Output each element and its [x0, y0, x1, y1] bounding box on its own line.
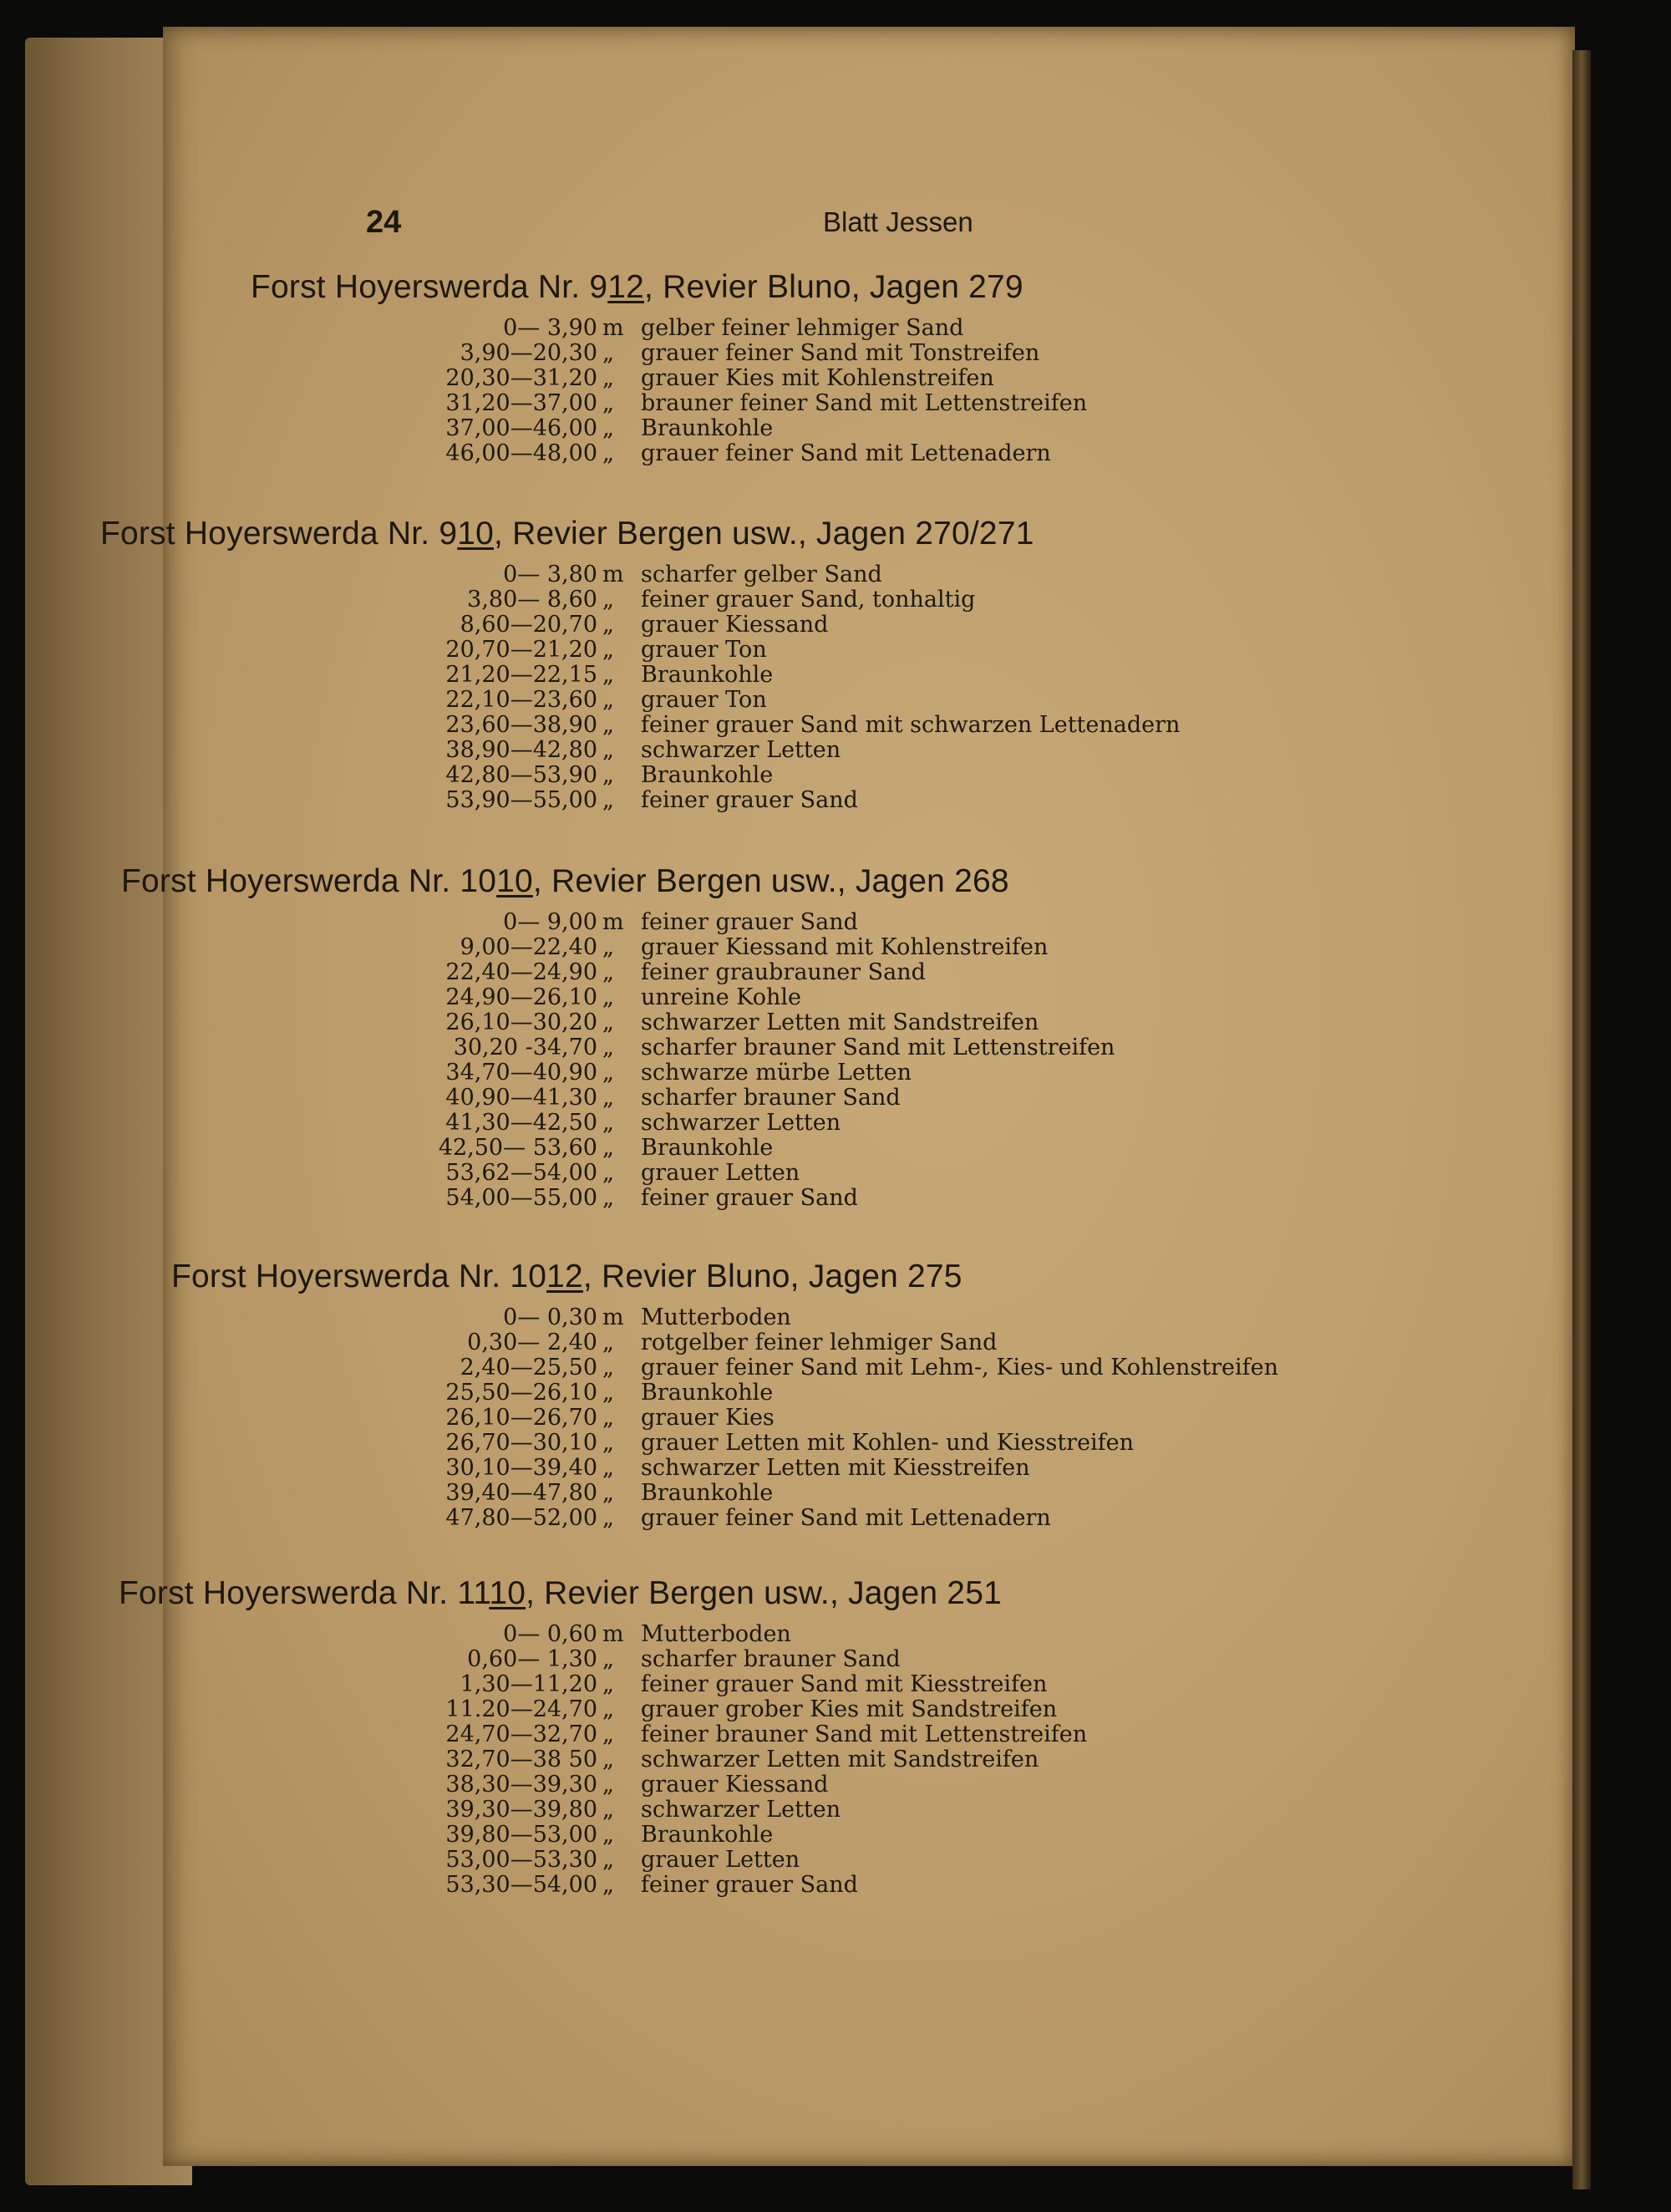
depth-range: 53,90—55,00	[445, 787, 597, 813]
layer-description: schwarzer Letten mit Kiesstreifen	[641, 1455, 1030, 1481]
layer-description: unreine Kohle	[641, 984, 801, 1010]
depth-range: 53,00—53,30	[445, 1847, 597, 1873]
depth-unit: „	[602, 1380, 614, 1406]
layer-row	[251, 663, 1180, 688]
depth-range: 26,10—30,20	[445, 1009, 597, 1035]
layer-row	[251, 1035, 1115, 1060]
title-post: , Revier Bergen usw., Jagen 268	[532, 863, 1009, 899]
layer-description: grauer Kies mit Kohlenstreifen	[641, 365, 994, 391]
layer-description: Braunkohle	[641, 1480, 774, 1506]
layer-row	[251, 1406, 1278, 1431]
layer-row	[251, 1060, 1115, 1086]
depth-range: 53,62—54,00	[445, 1160, 597, 1186]
depth-unit: „	[602, 1505, 614, 1531]
depth-unit: „	[602, 1721, 614, 1747]
layer-row	[251, 1136, 1115, 1161]
layer-description: grauer feiner Sand mit Lettenadern	[641, 1505, 1051, 1531]
depth-unit: „	[602, 1747, 614, 1772]
depth-range: 30,20 -34,70	[453, 1035, 597, 1060]
depth-unit: „	[602, 340, 614, 366]
depth-range: 41,30—42,50	[445, 1110, 597, 1136]
borehole-section	[100, 516, 1181, 813]
depth-unit: „	[602, 984, 614, 1010]
depth-unit: „	[602, 587, 614, 613]
layer-row	[251, 1330, 1278, 1355]
depth-unit: „	[602, 1872, 614, 1898]
layer-description: Braunkohle	[641, 1822, 774, 1848]
layer-description: feiner grauer Sand, tonhaltig	[641, 587, 976, 613]
layer-description: schwarze mürbe Letten	[641, 1060, 912, 1086]
layer-row	[251, 1481, 1278, 1506]
layer-description: grauer Letten	[641, 1160, 800, 1186]
depth-unit: „	[602, 1135, 614, 1161]
depth-range: 20,30—31,20	[445, 365, 597, 391]
layer-row	[251, 688, 1180, 713]
title-pre: Forst Hoyerswerda Nr. 10	[171, 1259, 547, 1294]
layer-description: schwarzer Letten mit Sandstreifen	[641, 1009, 1039, 1035]
layer-row	[251, 1672, 1087, 1697]
layer-description: Braunkohle	[641, 662, 774, 688]
depth-unit: „	[602, 1847, 614, 1873]
depth-unit: „	[602, 787, 614, 813]
layer-row	[251, 391, 1087, 416]
depth-unit: „	[602, 737, 614, 763]
depth-unit: „	[602, 1772, 614, 1798]
depth-unit: „	[602, 687, 614, 713]
layer-row	[251, 738, 1180, 763]
depth-range: 11.20—24,70	[445, 1696, 597, 1722]
depth-range: 22,10—23,60	[445, 687, 597, 713]
depth-range: 32,70—38 50	[445, 1747, 597, 1772]
depth-unit: „	[602, 1646, 614, 1672]
depth-range: 22,40—24,90	[445, 959, 597, 985]
layer-description: grauer Letten mit Kohlen- und Kiesstreifen	[641, 1430, 1135, 1456]
layer-row	[251, 1305, 1278, 1330]
layer-row	[251, 910, 1115, 935]
depth-range: 9,00—22,40	[460, 934, 597, 960]
title-pre: Forst Hoyerswerda Nr. 9	[251, 269, 608, 305]
depth-unit: „	[602, 390, 614, 416]
layer-description: feiner grauer Sand mit Kiesstreifen	[641, 1671, 1048, 1697]
layer-row	[251, 613, 1180, 638]
layer-row	[251, 1848, 1087, 1873]
section-title	[251, 269, 1087, 306]
layer-row	[251, 638, 1180, 663]
title-fraction: 12	[607, 269, 645, 305]
depth-unit: „	[602, 1430, 614, 1456]
title-fraction: 10	[489, 1575, 526, 1611]
layer-row	[251, 562, 1180, 587]
depth-range: 34,70—40,90	[445, 1060, 597, 1086]
layer-description: feiner grauer Sand	[641, 909, 858, 935]
depth-unit: „	[602, 612, 614, 638]
layer-description: scharfer gelber Sand	[641, 562, 882, 587]
layer-row	[251, 1506, 1278, 1531]
layer-description: grauer Letten	[641, 1847, 800, 1873]
section-title	[171, 1259, 1278, 1295]
layer-description: grauer feiner Sand mit Lettenadern	[641, 440, 1051, 466]
depth-unit: „	[602, 934, 614, 960]
running-head	[0, 205, 1671, 247]
section-title	[121, 863, 1115, 900]
title-post: , Revier Bluno, Jagen 275	[582, 1259, 962, 1294]
layer-row	[251, 1431, 1278, 1456]
depth-range: 37,00—46,00	[445, 415, 597, 441]
layer-description: grauer grober Kies mit Sandstreifen	[641, 1696, 1058, 1722]
layer-description: grauer Kiessand	[641, 1772, 829, 1798]
layer-description: rotgelber feiner lehmiger Sand	[641, 1330, 998, 1355]
layer-row	[251, 587, 1180, 613]
depth-range: 2,40—25,50	[460, 1355, 597, 1381]
layer-row	[251, 1086, 1115, 1111]
depth-unit: „	[602, 637, 614, 663]
depth-range: 0,30— 2,40	[467, 1330, 597, 1355]
depth-unit: „	[602, 1355, 614, 1381]
title-fraction: 10	[457, 516, 495, 552]
title-pre: Forst Hoyerswerda Nr. 9	[100, 516, 458, 552]
depth-range: 54,00—55,00	[445, 1185, 597, 1211]
layer-description: grauer Kiessand mit Kohlenstreifen	[641, 934, 1049, 960]
depth-range: 39,30—39,80	[445, 1797, 597, 1823]
layer-row	[251, 935, 1115, 960]
layer-row	[251, 1456, 1278, 1481]
layer-description: Mutterboden	[641, 1304, 791, 1330]
depth-range: 47,80—52,00	[445, 1505, 597, 1531]
title-post: , Revier Bergen usw., Jagen 270/271	[494, 516, 1034, 552]
depth-unit: „	[602, 1330, 614, 1355]
depth-range: 24,70—32,70	[445, 1721, 597, 1747]
depth-unit: „	[602, 440, 614, 466]
layer-description: grauer feiner Sand mit Lehm-, Kies- und Kohlenstreifen	[641, 1355, 1278, 1381]
depth-range: 0— 0,30	[503, 1304, 597, 1330]
depth-unit: m	[602, 1621, 624, 1647]
borehole-section	[121, 863, 1115, 1211]
title-fraction: 10	[496, 863, 533, 899]
depth-range: 42,80—53,90	[445, 762, 597, 788]
layer-row	[251, 1697, 1087, 1722]
depth-unit: „	[602, 415, 614, 441]
layer-description: feiner graubrauner Sand	[641, 959, 926, 985]
layer-description: grauer feiner Sand mit Tonstreifen	[641, 340, 1040, 366]
layer-row	[251, 1823, 1087, 1848]
layer-list	[251, 1305, 1278, 1531]
depth-unit: „	[602, 1009, 614, 1035]
depth-range: 21,20—22,15	[445, 662, 597, 688]
layer-description: gelber feiner lehmiger Sand	[641, 315, 964, 341]
depth-range: 0— 0,60	[503, 1621, 597, 1647]
depth-unit: „	[602, 1085, 614, 1111]
depth-unit: „	[602, 1455, 614, 1481]
page-gutter	[1572, 50, 1591, 2189]
layer-row	[251, 1111, 1115, 1136]
layer-list	[251, 910, 1115, 1211]
depth-unit: „	[602, 1696, 614, 1722]
layer-description: Braunkohle	[641, 1380, 774, 1406]
running-title: Blatt Jessen	[823, 206, 973, 237]
depth-range: 23,60—38,90	[445, 712, 597, 738]
depth-range: 0— 3,80	[503, 562, 597, 587]
depth-unit: m	[602, 315, 624, 341]
depth-range: 0— 3,90	[503, 315, 597, 341]
layer-description: Braunkohle	[641, 415, 774, 441]
borehole-section	[251, 269, 1087, 466]
layer-row	[251, 1010, 1115, 1035]
layer-description: schwarzer Letten	[641, 737, 841, 763]
layer-description: schwarzer Letten mit Sandstreifen	[641, 1747, 1039, 1772]
layer-list	[251, 562, 1180, 813]
layer-row	[251, 1722, 1087, 1747]
depth-unit: „	[602, 1185, 614, 1211]
depth-range: 42,50— 53,60	[438, 1135, 597, 1161]
layer-row	[251, 960, 1115, 985]
title-pre: Forst Hoyerswerda Nr. 10	[121, 863, 497, 899]
layer-description: feiner grauer Sand mit schwarzen Lettenadern	[641, 712, 1181, 738]
borehole-section	[171, 1259, 1278, 1531]
depth-range: 0,60— 1,30	[467, 1646, 597, 1672]
depth-unit: „	[602, 1160, 614, 1186]
layer-row	[251, 788, 1180, 813]
layer-description: scharfer brauner Sand mit Lettenstreifen	[641, 1035, 1115, 1060]
layer-list	[251, 316, 1087, 466]
depth-range: 26,70—30,10	[445, 1430, 597, 1456]
depth-unit: „	[602, 1797, 614, 1823]
section-title	[100, 516, 1180, 552]
layer-description: feiner grauer Sand	[641, 787, 858, 813]
layer-description: brauner feiner Sand mit Lettenstreifen	[641, 390, 1088, 416]
layer-row	[251, 1873, 1087, 1898]
depth-range: 26,10—26,70	[445, 1405, 597, 1431]
layer-description: feiner grauer Sand	[641, 1185, 858, 1211]
layer-description: schwarzer Letten	[641, 1110, 841, 1136]
depth-range: 38,30—39,30	[445, 1772, 597, 1798]
depth-unit: „	[602, 1480, 614, 1506]
depth-unit: „	[602, 1671, 614, 1697]
layer-row	[251, 341, 1087, 366]
depth-range: 20,70—21,20	[445, 637, 597, 663]
depth-range: 0— 9,00	[503, 909, 597, 935]
depth-unit: „	[602, 1035, 614, 1060]
layer-description: grauer Kiessand	[641, 612, 829, 638]
layer-description: schwarzer Letten	[641, 1797, 841, 1823]
layer-description: scharfer brauner Sand	[641, 1085, 901, 1111]
layer-row	[251, 1186, 1115, 1211]
title-fraction: 12	[546, 1259, 583, 1294]
layer-row	[251, 1622, 1087, 1647]
layer-row	[251, 441, 1087, 466]
depth-range: 1,30—11,20	[460, 1671, 597, 1697]
layer-row	[251, 763, 1180, 788]
title-pre: Forst Hoyerswerda Nr. 11	[119, 1575, 490, 1611]
layer-row	[251, 416, 1087, 441]
layer-description: Mutterboden	[641, 1621, 791, 1647]
layer-row	[251, 713, 1180, 738]
depth-range: 53,30—54,00	[445, 1872, 597, 1898]
depth-range: 39,80—53,00	[445, 1822, 597, 1848]
layer-row	[251, 1381, 1278, 1406]
depth-unit: m	[602, 1304, 624, 1330]
depth-unit: „	[602, 959, 614, 985]
title-post: , Revier Bergen usw., Jagen 251	[526, 1575, 1002, 1611]
depth-range: 40,90—41,30	[445, 1085, 597, 1111]
depth-unit: „	[602, 1405, 614, 1431]
depth-unit: „	[602, 712, 614, 738]
layer-description: grauer Ton	[641, 637, 767, 663]
depth-range: 25,50—26,10	[445, 1380, 597, 1406]
layer-description: Braunkohle	[641, 1135, 774, 1161]
title-post: , Revier Bluno, Jagen 279	[644, 269, 1023, 305]
depth-range: 46,00—48,00	[445, 440, 597, 466]
depth-range: 8,60—20,70	[460, 612, 597, 638]
layer-description: grauer Ton	[641, 687, 767, 713]
section-title	[119, 1575, 1087, 1612]
layer-description: Braunkohle	[641, 762, 774, 788]
depth-range: 24,90—26,10	[445, 984, 597, 1010]
page-number: 24	[366, 205, 402, 240]
depth-range: 3,90—20,30	[460, 340, 597, 366]
layer-description: feiner brauner Sand mit Lettenstreifen	[641, 1721, 1088, 1747]
layer-row	[251, 1161, 1115, 1186]
depth-range: 39,40—47,80	[445, 1480, 597, 1506]
layer-row	[251, 366, 1087, 391]
depth-range: 30,10—39,40	[445, 1455, 597, 1481]
layer-description: feiner grauer Sand	[641, 1872, 858, 1898]
depth-unit: „	[602, 365, 614, 391]
layer-description: scharfer brauner Sand	[641, 1646, 901, 1672]
depth-unit: m	[602, 562, 624, 587]
depth-unit: „	[602, 1060, 614, 1086]
layer-row	[251, 985, 1115, 1010]
layer-row	[251, 1647, 1087, 1672]
layer-row	[251, 316, 1087, 341]
depth-range: 38,90—42,80	[445, 737, 597, 763]
layer-description: grauer Kies	[641, 1405, 775, 1431]
layer-list	[251, 1622, 1087, 1898]
depth-range: 3,80— 8,60	[467, 587, 597, 613]
depth-unit: „	[602, 762, 614, 788]
depth-range: 31,20—37,00	[445, 390, 597, 416]
depth-unit: „	[602, 662, 614, 688]
depth-unit: „	[602, 1822, 614, 1848]
layer-row	[251, 1355, 1278, 1381]
depth-unit: m	[602, 909, 624, 935]
layer-row	[251, 1798, 1087, 1823]
depth-unit: „	[602, 1110, 614, 1136]
layer-row	[251, 1747, 1087, 1772]
layer-row	[251, 1772, 1087, 1798]
borehole-section	[119, 1575, 1088, 1898]
